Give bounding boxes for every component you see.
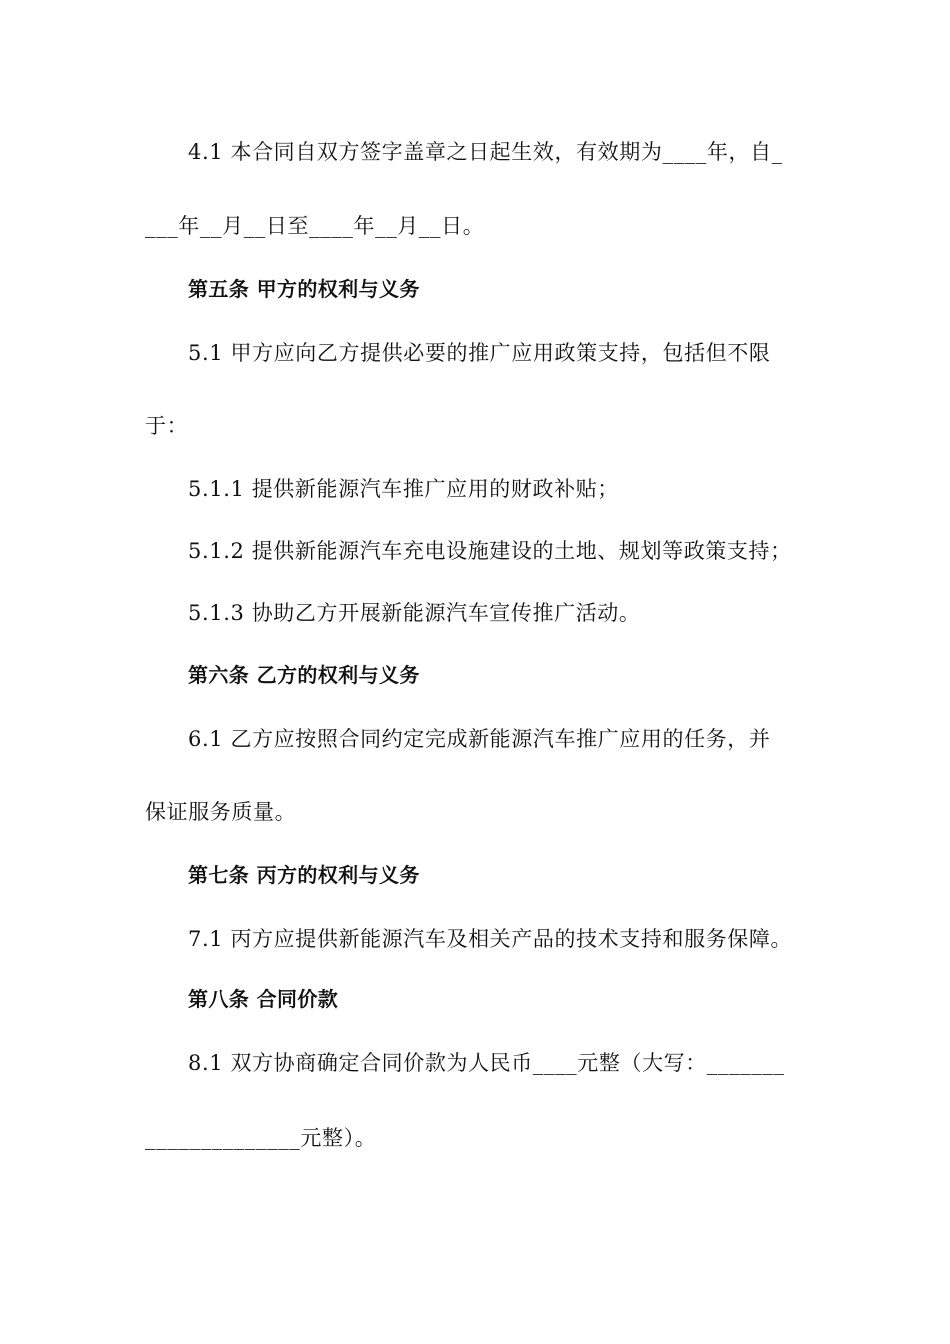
clause-7-1: 7.1 丙方应提供新能源汽车及相关产品的技术支持和服务保障。	[188, 927, 793, 951]
clause-6-1-line-1: 6.1 乙方应按照合同约定完成新能源汽车推广应用的任务，并	[188, 727, 771, 751]
clause-5-1-1: 5.1.1 提供新能源汽车推广应用的财政补贴；	[188, 477, 619, 501]
clause-6-1-line-2: 保证服务质量。	[145, 800, 297, 824]
clause-5-1-line-2: 于：	[145, 414, 189, 438]
article-6-heading: 第六条 乙方的权利与义务	[188, 663, 420, 687]
clause-5-1-3: 5.1.3 协助乙方开展新能源汽车宣传推广活动。	[188, 601, 641, 625]
clause-4-1-line-2: ___年__月__日至____年__月__日。	[145, 214, 485, 238]
clause-8-1-line-2: ______________元整）。	[145, 1126, 377, 1150]
clause-4-1-line-1: 4.1 本合同自双方签字盖章之日起生效，有效期为____年，自_	[188, 140, 783, 164]
clause-8-1-line-1: 8.1 双方协商确定合同价款为人民币____元整（大写：_______	[188, 1051, 785, 1075]
article-8-heading: 第八条 合同价款	[188, 987, 339, 1011]
article-7-heading: 第七条 丙方的权利与义务	[188, 863, 420, 887]
clause-5-1-line-1: 5.1 甲方应向乙方提供必要的推广应用政策支持，包括但不限	[188, 341, 771, 365]
article-5-heading: 第五条 甲方的权利与义务	[188, 277, 420, 301]
clause-5-1-2: 5.1.2 提供新能源汽车充电设施建设的土地、规划等政策支持；	[188, 539, 792, 563]
